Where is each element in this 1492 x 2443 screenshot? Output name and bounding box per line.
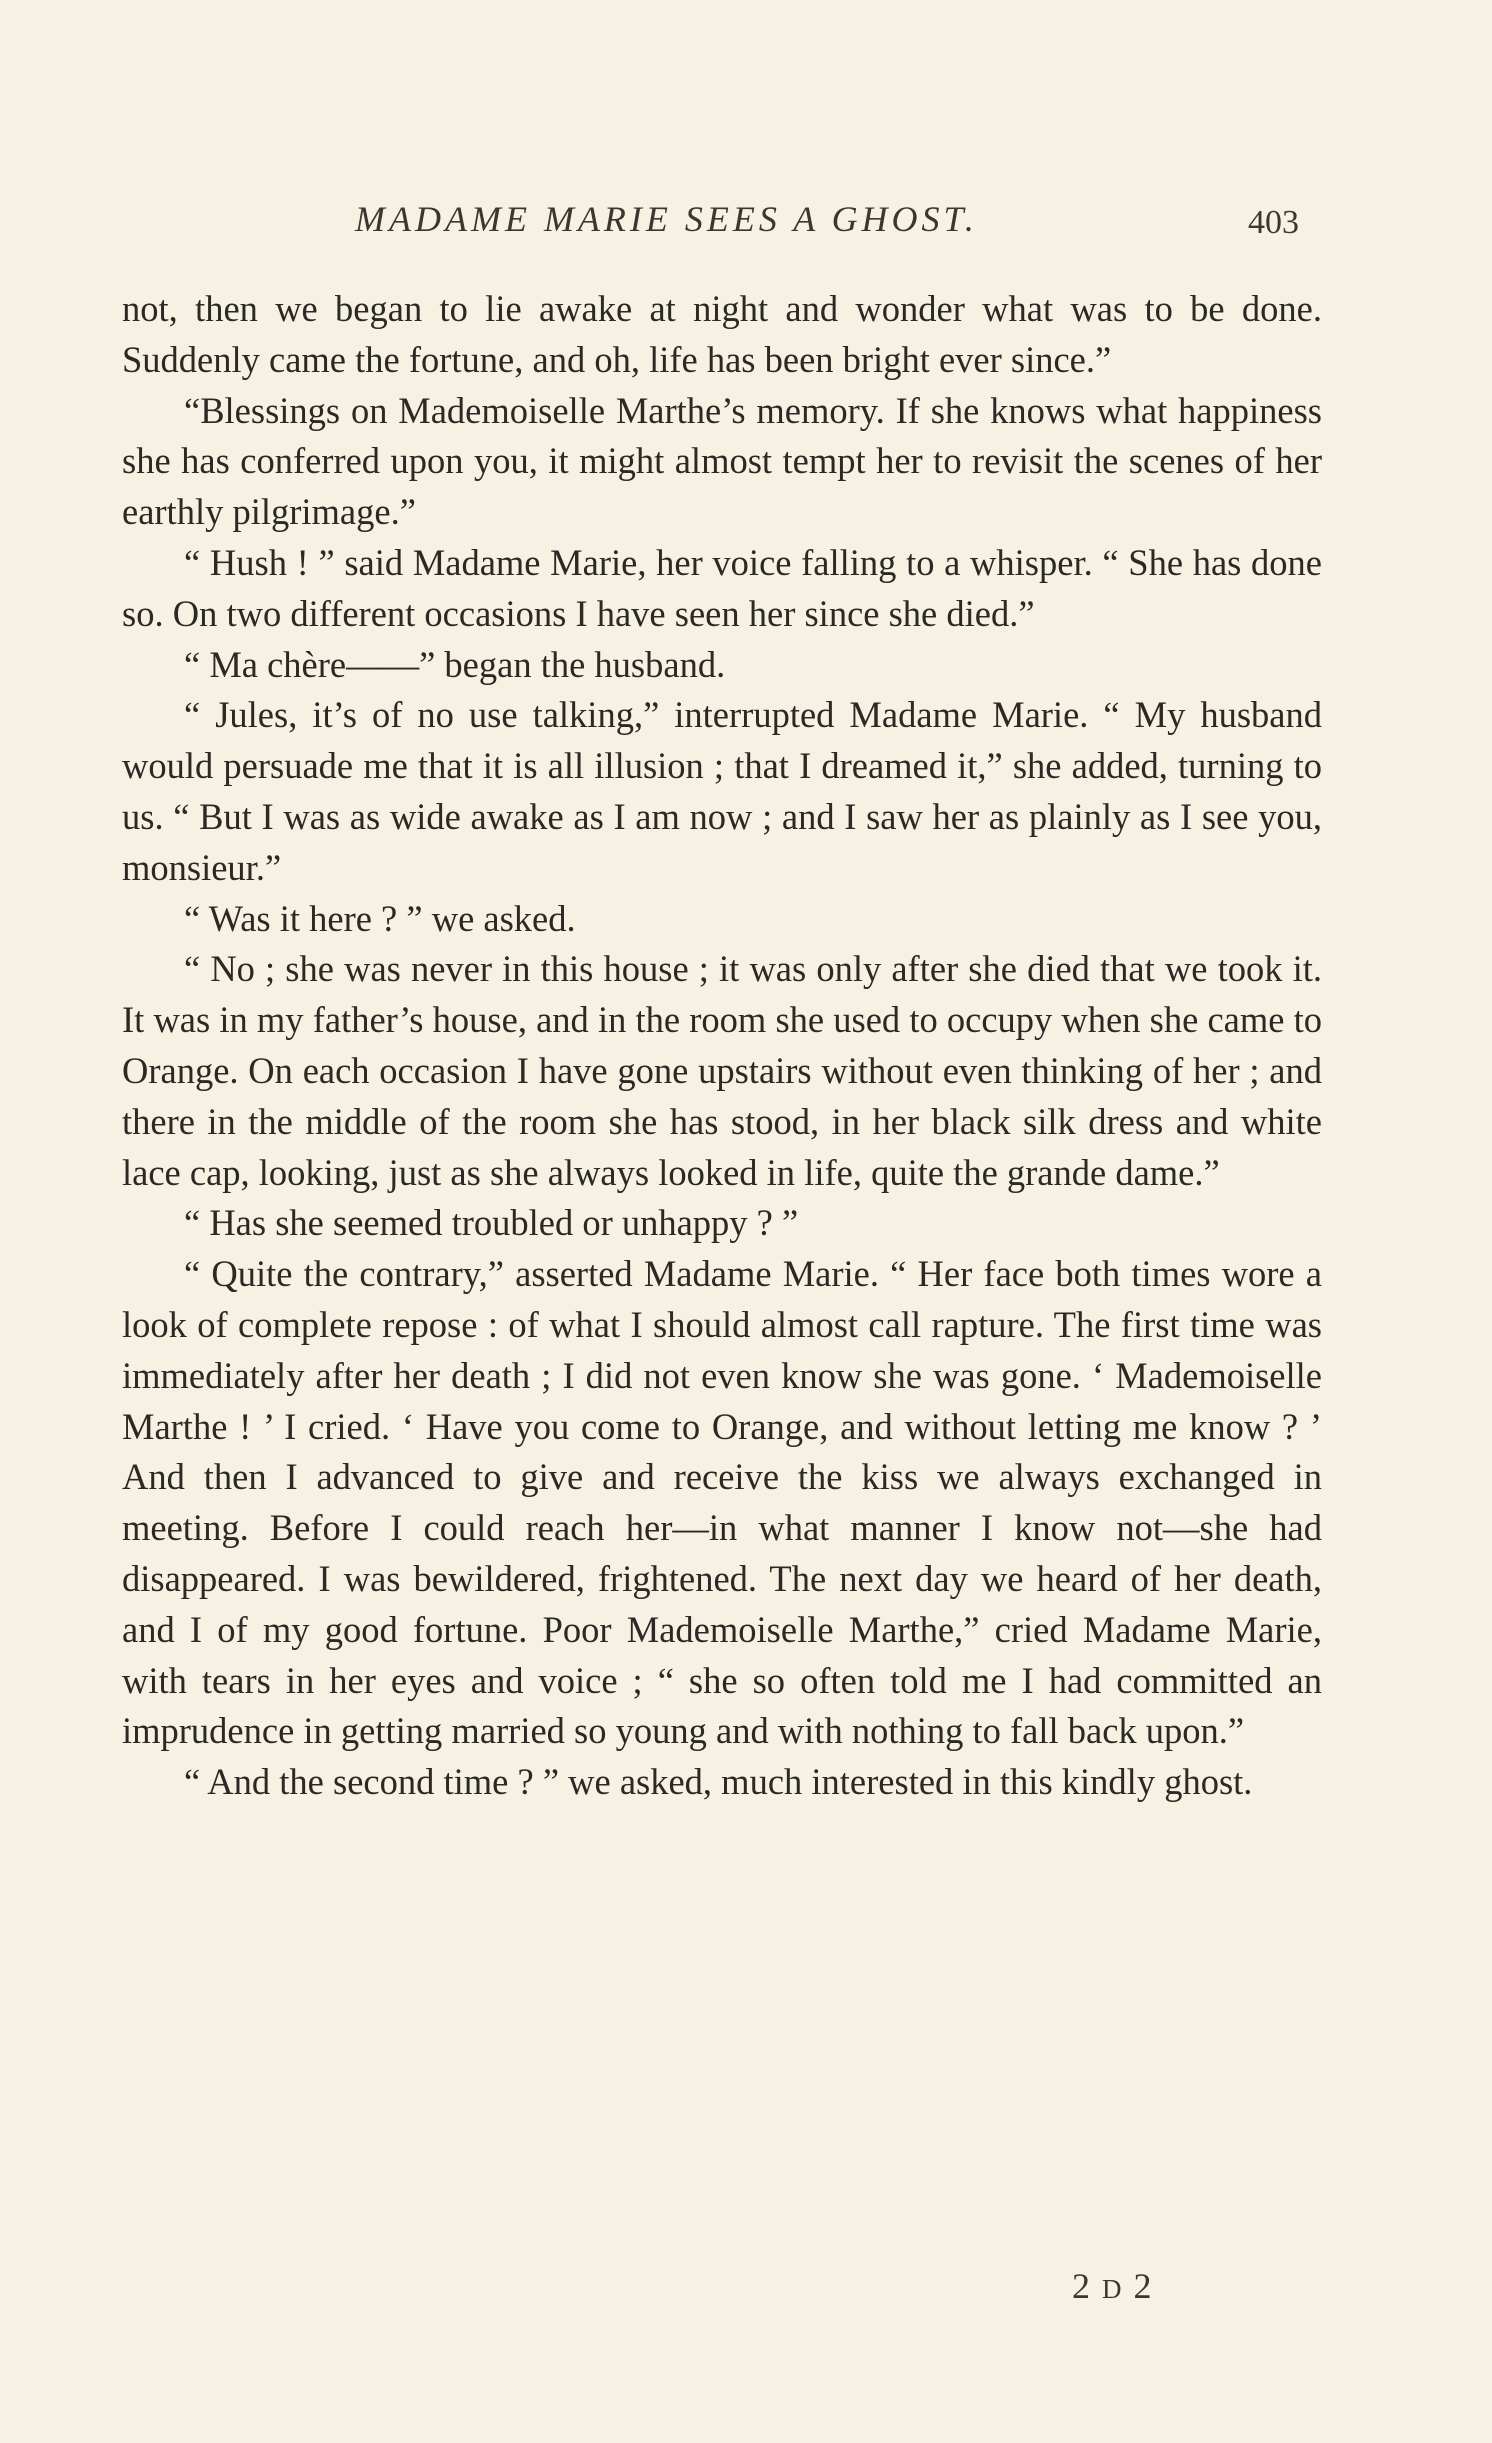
signature-mark: [1072, 2265, 1164, 2307]
body-text: [122, 284, 1322, 1808]
paragraph: “ Quite the contrary,” asserted Madame Marie. “ Her face both times wore a look of complete repose : of what I should almost call rapture. The first time was immediately after her death ; I did not even know she was gone. ‘ Mademoiselle Marthe ! ’ I cried. ‘ Have you come to Orange, and without letting me know ? ’ And then I advanced to give and receive the kiss we always exchanged in meeting. Before I could reach her—in what manner I know not—she had disappeared. I was bewildered, frightened. The next day we heard of her death, and I of my good fortune. Poor Mademoiselle Marthe,” cried Madame Marie, with tears in her eyes and voice ; “ she so often told me I had committed an imprudence in getting married so young and with nothing to fall back upon.”: [122, 1253, 1322, 1752]
paragraph: “ Hush ! ” said Madame Marie, her voice falling to a whisper. “ She has done so. On two different occasions I have seen her since she died.”: [122, 541, 1322, 634]
page-number: 403: [1248, 204, 1299, 241]
paragraph: “ And the second time ? ” we asked, much interested in this kindly ghost.: [184, 1761, 1253, 1803]
signature-number: 2: [1133, 2266, 1164, 2306]
paragraph: “ Was it here ? ” we asked.: [184, 897, 576, 939]
paragraph: “Blessings on Mademoiselle Marthe’s memory. If she knows what happiness she has conferred upon you, it might almost tempt her to revisit the scenes of her earthly pilgrimage.”: [122, 389, 1322, 533]
paragraph: “ Ma chère——” began the husband.: [184, 643, 726, 685]
paragraph: not, then we began to lie awake at night and wonder what was to be done. Suddenly came the fortune, and oh, life has been bright ever since.”: [122, 288, 1322, 380]
signature-letter: D: [1102, 2274, 1134, 2304]
signature-number: 2: [1072, 2266, 1102, 2306]
paragraph: “ Jules, it’s of no use talking,” interrupted Madame Marie. “ My husband would persuade me that it is all illusion ; that I dreamed it,” she added, turning to us. “ But I was as wide awake as I am now ; and I saw her as plainly as I see you, monsieur.”: [122, 694, 1322, 888]
paragraph: “ No ; she was never in this house ; it was only after she died that we took it. It was in my father’s house, and in the room she used to occupy when she came to Orange. On each occasion I have gone upstairs without even thinking of her ; and there in the middle of the room she has stood, in her black silk dress and white lace cap, looking, just as she always looked in life, quite the grande dame.”: [122, 948, 1322, 1193]
running-head: [0, 198, 1492, 248]
running-title: MADAME MARIE SEES A GHOST.: [355, 199, 978, 239]
paragraph: “ Has she seemed troubled or unhappy ? ”: [184, 1202, 799, 1244]
